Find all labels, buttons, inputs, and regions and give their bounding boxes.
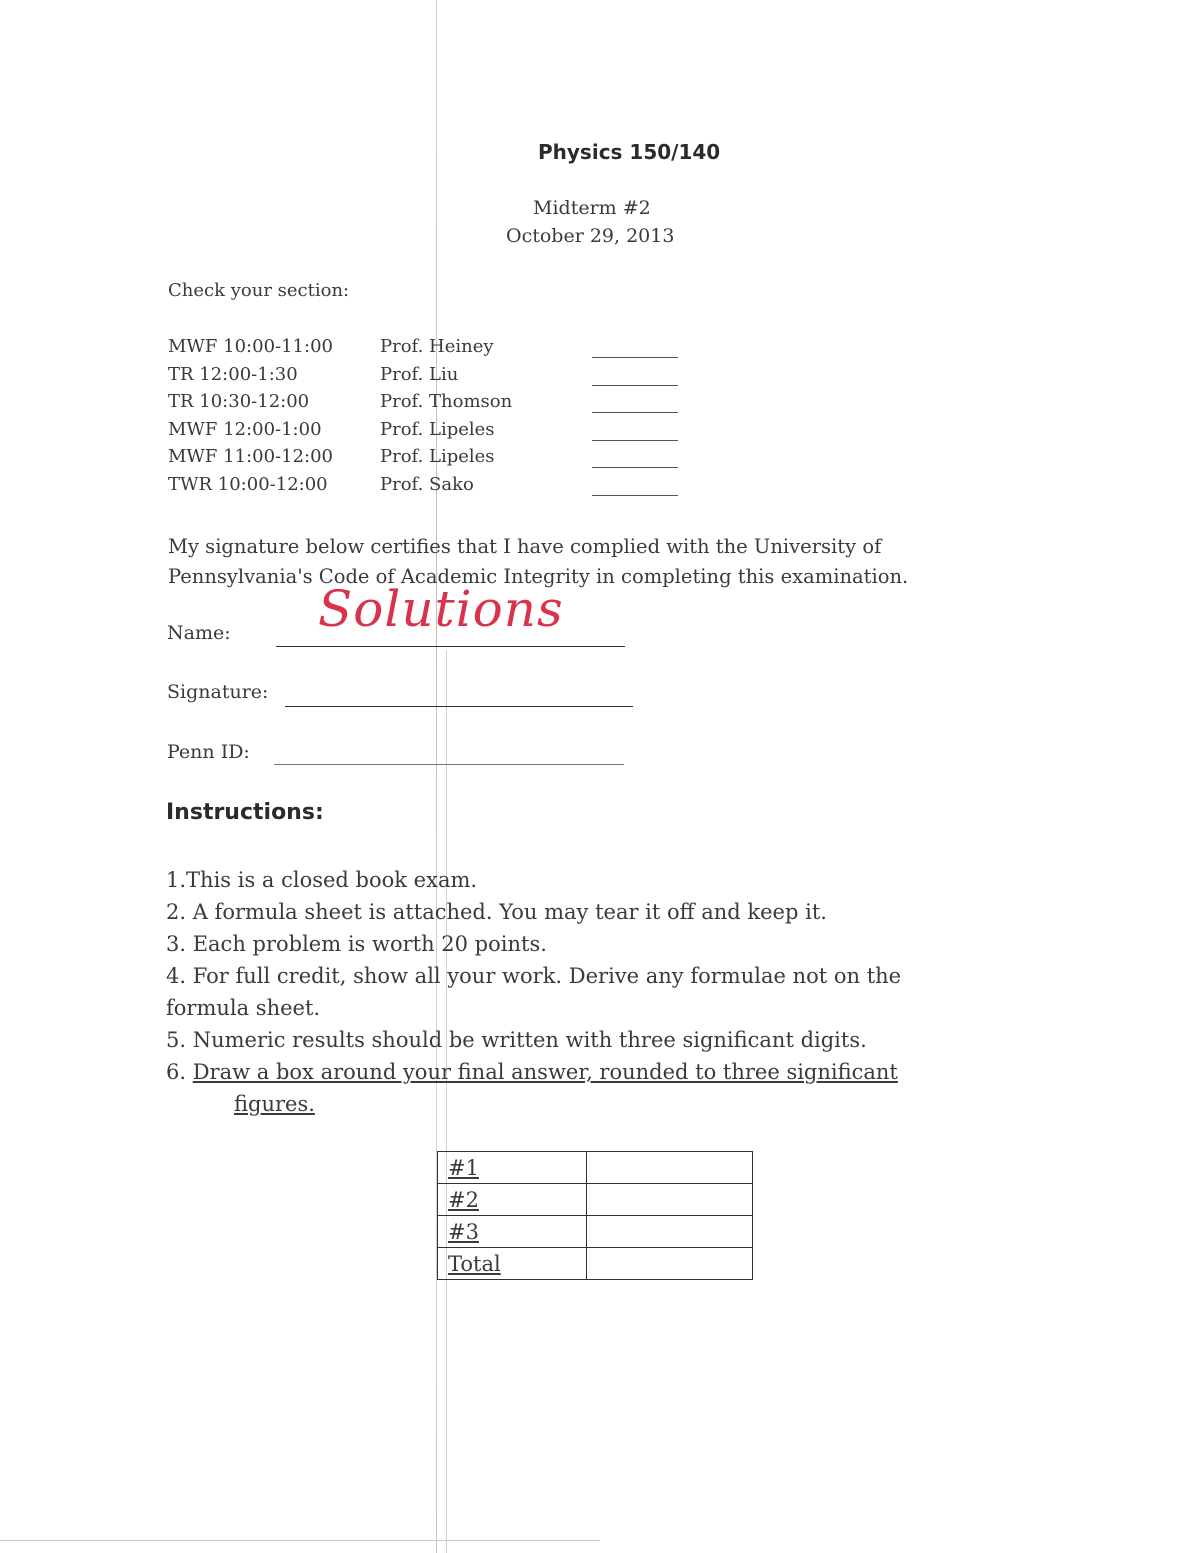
instructions-list [166,864,986,1120]
section-professor: Prof. Liu [380,363,459,385]
score-row [438,1152,753,1184]
penn-id-label: Penn ID: [167,741,250,763]
instruction-item: 3. Each problem is worth 20 points. [166,932,547,956]
section-professor: Prof. Heiney [380,336,494,357]
signature-field-line[interactable] [285,706,633,707]
score-row-label: #2 [438,1184,587,1216]
score-row [438,1248,753,1280]
exam-date: October 29, 2013 [506,225,675,247]
score-row-label: Total [438,1248,587,1280]
section-check-blank[interactable] [592,385,678,386]
section-time: TWR 10:00-12:00 [168,473,328,495]
section-check-blank[interactable] [592,412,678,413]
instruction-item [166,1056,986,1088]
instruction-underlined-text: Draw a box around your final answer, rounded to three significant [192,1060,898,1084]
score-table [437,1151,753,1280]
scan-edge-line [0,1540,600,1541]
instruction-item: 2. A formula sheet is attached. You may tear it off and keep it. [166,900,827,924]
instructions-heading: Instructions: [166,800,324,825]
section-check-blank[interactable] [592,440,678,441]
section-check-blank[interactable] [592,495,678,496]
score-cell[interactable] [587,1248,753,1280]
course-title: Physics 150/140 [538,140,721,164]
instruction-item-continued [166,1088,986,1120]
section-prompt: Check your section: [168,280,350,301]
section-time: TR 12:00-1:30 [168,363,298,385]
signature-label: Signature: [167,681,269,703]
section-check-blank[interactable] [592,357,678,358]
section-time: MWF 12:00-1:00 [168,418,322,440]
name-field-line[interactable] [276,646,625,647]
exam-name: Midterm #2 [533,197,651,219]
integrity-line-2: Pennsylvania's Code of Academic Integrity in completing this examination. [168,565,909,588]
integrity-line-1: My signature below certifies that I have complied with the University of [168,535,882,558]
section-professor: Prof. Thomson [380,391,513,413]
score-row-label: #3 [438,1216,587,1248]
section-professor: Prof. Lipeles [380,418,495,440]
instruction-number: 6. [166,1060,193,1084]
score-cell[interactable] [587,1152,753,1184]
score-cell[interactable] [587,1216,753,1248]
score-row-label: #1 [438,1152,587,1184]
section-time: TR 10:30-12:00 [168,391,310,413]
section-check-blank[interactable] [592,467,678,468]
instruction-item: 5. Numeric results should be written with three significant digits. [166,1028,867,1052]
score-row [438,1184,753,1216]
section-time: MWF 11:00-12:00 [168,446,333,468]
score-row [438,1216,753,1248]
instruction-item: 4. For full credit, show all your work. Derive any formulae not on the [166,964,902,988]
instruction-item-continued: formula sheet. [166,996,321,1020]
name-label: Name: [167,622,231,644]
section-professor: Prof. Sako [380,473,474,495]
section-professor: Prof. Lipeles [380,446,495,468]
instruction-underlined-text: figures. [234,1092,315,1116]
penn-id-field-line[interactable] [274,764,624,765]
scan-fold-line [436,0,437,1553]
score-cell[interactable] [587,1184,753,1216]
name-handwritten-value: Solutions [318,580,564,638]
instruction-item: 1.This is a closed book exam. [166,868,478,892]
section-time: MWF 10:00-11:00 [168,336,333,357]
